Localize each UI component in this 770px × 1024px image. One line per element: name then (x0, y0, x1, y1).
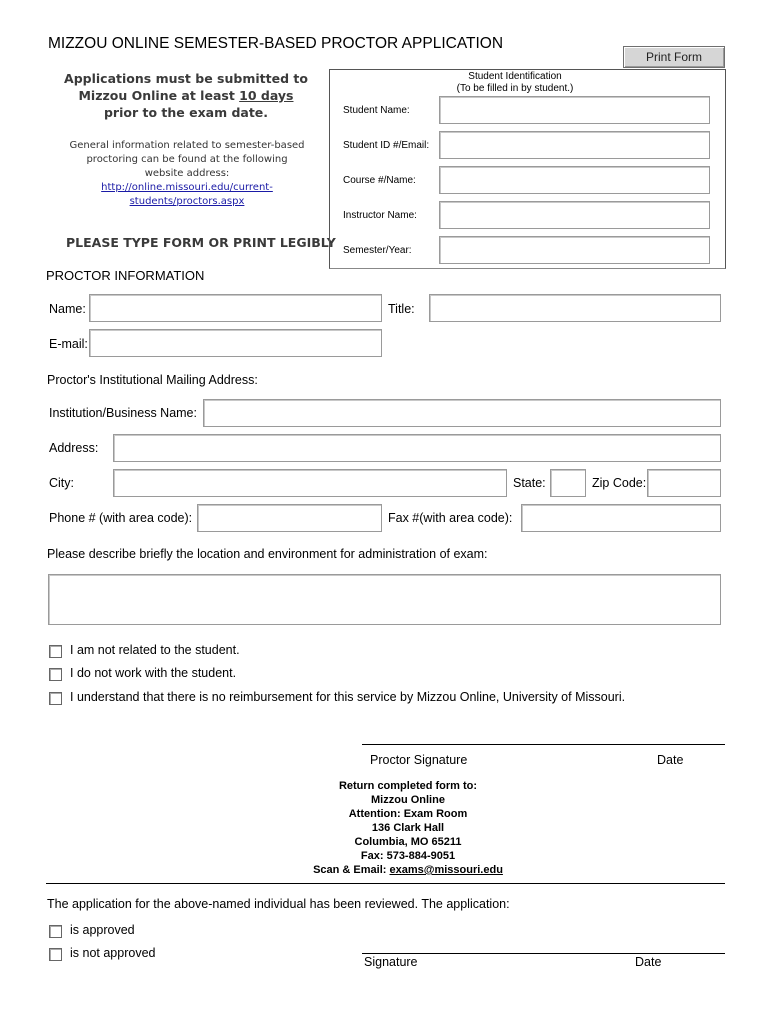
zip-input[interactable] (647, 469, 721, 497)
semester-input[interactable] (439, 236, 710, 264)
proctor-email-input[interactable] (89, 329, 382, 357)
institution-input[interactable] (203, 399, 721, 427)
proctor-email-label: E-mail: (49, 337, 88, 351)
student-name-input[interactable] (439, 96, 710, 124)
describe-label: Please describe briefly the location and environment for administration of exam: (47, 547, 488, 561)
proctor-name-label: Name: (49, 302, 86, 316)
info-line-3: website address: (144, 168, 230, 179)
mailing-address-heading: Proctor's Institutional Mailing Address: (47, 373, 258, 387)
info-line-1: General information related to semester-based (69, 140, 305, 151)
student-id-input[interactable] (439, 131, 710, 159)
no-reimbursement-checkbox[interactable] (49, 692, 62, 705)
notice-line-3: prior to the exam date. (103, 105, 269, 120)
return-line-5: Columbia, MO 65211 (354, 836, 462, 848)
student-id-heading-2: (To be filled in by student.) (456, 83, 574, 94)
instructor-input[interactable] (439, 201, 710, 229)
course-label: Course #/Name: (343, 175, 416, 186)
fax-label: Fax #(with area code): (388, 511, 513, 525)
approved-label: is approved (70, 923, 135, 937)
print-form-button[interactable]: Print Form (623, 46, 725, 68)
notice-line-1: Applications must be submitted to (64, 71, 308, 86)
return-line-6: Fax: 573-884-9051 (360, 850, 456, 862)
notice-line-2-text: Mizzou Online at least (78, 88, 240, 103)
review-date-label: Date (635, 955, 662, 969)
fax-input[interactable] (521, 504, 721, 532)
not-related-label: I am not related to the student. (70, 643, 240, 657)
student-name-label: Student Name: (343, 105, 410, 116)
return-line-2: Mizzou Online (371, 794, 445, 806)
no-reimbursement-label: I understand that there is no reimbursement for this service by Mizzou Online, University of Missouri. (70, 690, 626, 704)
not-related-checkbox[interactable] (49, 645, 62, 658)
page-title: MIZZOU ONLINE SEMESTER-BASED PROCTOR APPLICATION (48, 35, 504, 52)
address-input[interactable] (113, 434, 721, 462)
info-line-2: proctoring can be found at the following (86, 154, 288, 165)
return-line-1: Return completed form to: (338, 780, 478, 792)
state-input[interactable] (550, 469, 586, 497)
address-label: Address: (49, 441, 99, 455)
notice-line-2 (60, 87, 312, 104)
proctor-name-input[interactable] (89, 294, 382, 322)
submission-notice (60, 70, 312, 121)
city-input[interactable] (113, 469, 507, 497)
scan-email-label: Scan & Email: (313, 864, 390, 876)
proctor-signature-label: Proctor Signature (370, 753, 468, 767)
type-legibly-notice: PLEASE TYPE FORM OR PRINT LEGIBLY (66, 235, 336, 250)
student-identification-heading (430, 71, 600, 95)
phone-label: Phone # (with area code): (49, 511, 193, 525)
review-signature-line (362, 953, 725, 954)
proctor-title-input[interactable] (429, 294, 721, 322)
institution-label: Institution/Business Name: (49, 406, 197, 420)
exam-environment-textarea[interactable] (48, 574, 721, 625)
course-input[interactable] (439, 166, 710, 194)
return-line-7 (250, 863, 566, 877)
return-address (250, 779, 566, 877)
semester-label: Semester/Year: (343, 245, 412, 256)
proctor-date-label: Date (657, 753, 684, 767)
notice-days: 10 days (239, 88, 294, 103)
zip-label: Zip Code: (592, 476, 647, 490)
proctor-signature-line (362, 744, 725, 745)
return-line-4: 136 Clark Hall (371, 822, 445, 834)
proctor-section-heading: PROCTOR INFORMATION (46, 268, 205, 283)
student-id-heading-1: Student Identification (468, 71, 562, 82)
review-statement: The application for the above-named individual has been reviewed. The application: (47, 897, 510, 911)
not-approved-label: is not approved (70, 946, 156, 960)
exams-email-link[interactable]: exams@missouri.edu (389, 864, 503, 876)
review-divider (46, 883, 725, 884)
return-line-3: Attention: Exam Room (348, 808, 468, 820)
not-work-with-label: I do not work with the student. (70, 666, 237, 680)
not-work-with-checkbox[interactable] (49, 668, 62, 681)
not-approved-checkbox[interactable] (49, 948, 62, 961)
approved-checkbox[interactable] (49, 925, 62, 938)
state-label: State: (513, 476, 546, 490)
review-signature-label: Signature (364, 955, 418, 969)
student-id-label: Student ID #/Email: (343, 140, 430, 151)
proctors-info-link[interactable]: http://online.missouri.edu/current-students/proctors.aspx (101, 182, 273, 207)
instructor-label: Instructor Name: (343, 210, 417, 221)
city-label: City: (49, 476, 74, 490)
proctor-title-label: Title: (388, 302, 415, 316)
phone-input[interactable] (197, 504, 382, 532)
general-info (58, 139, 316, 209)
